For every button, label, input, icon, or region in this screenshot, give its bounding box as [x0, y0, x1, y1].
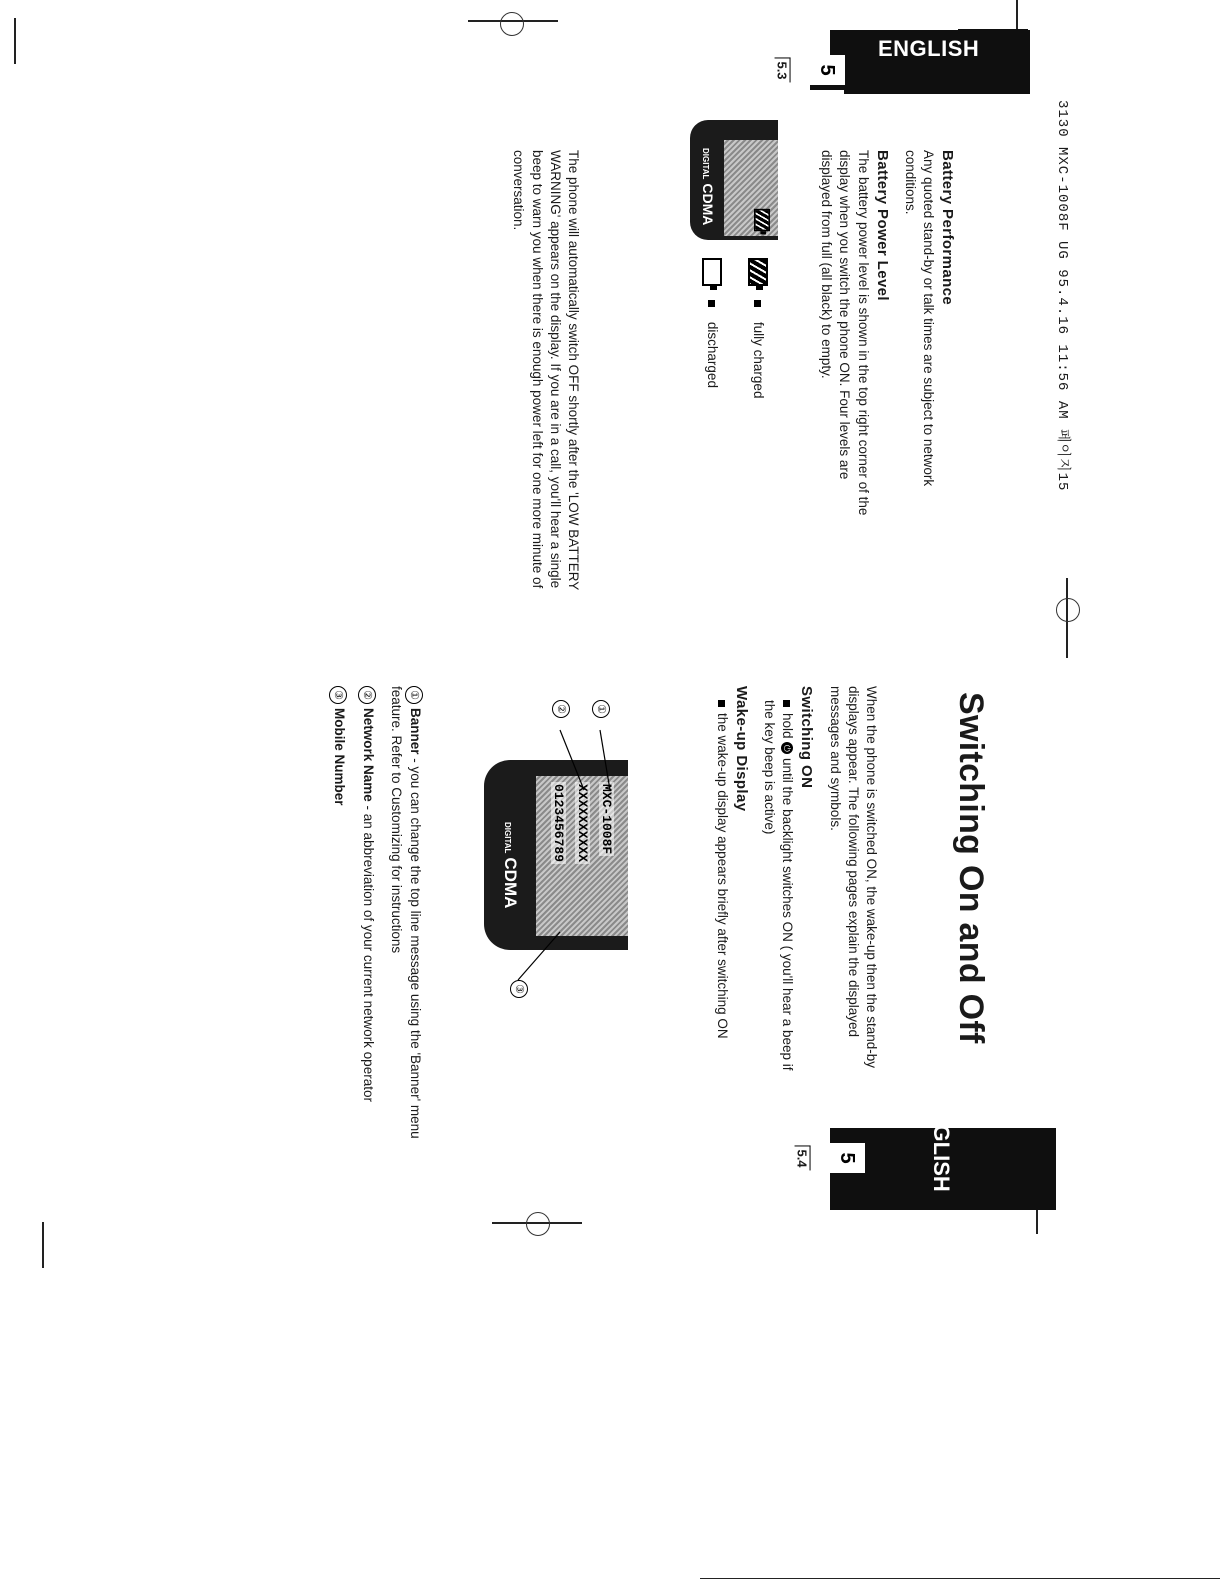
display-line-network: XXXXXXXXXX — [575, 784, 590, 863]
tab-language-label: ENGLISH — [878, 36, 980, 61]
crop-mark — [1036, 1206, 1038, 1234]
phone-display-small — [690, 120, 778, 240]
wakeup-text: the wake-up display appears briefly after switching ON — [713, 686, 731, 1086]
battery-state-empty — [676, 258, 722, 558]
section-number: 5.4 — [795, 1145, 811, 1170]
low-battery-text: The phone will automatically switch OFF shortly after the 'LOW BATTERY WARNING' appears on the display. If you are in a call, you'll hear a single beep to warn you when there is enough power left for one more minute of conversation. — [511, 150, 581, 590]
intro-text: When the phone is switched ON, the wake-up then the stand-by displays appear. The following pages explain the displayed messages and symbols. — [827, 686, 879, 1068]
battery-full-icon — [748, 258, 768, 286]
switching-on-heading: Switching ON — [798, 686, 816, 789]
battery-state-label: discharged — [704, 321, 720, 388]
wakeup-heading: Wake-up Display — [732, 686, 750, 812]
display-legend — [319, 686, 424, 1146]
battery-power-level-heading: Battery Power Level — [873, 150, 891, 301]
section-number: 5.3 — [775, 57, 791, 82]
tab-number: 5 — [809, 55, 845, 85]
crop-mark — [14, 18, 16, 64]
battery-states — [676, 258, 768, 558]
callout-2: ② — [552, 700, 570, 718]
bullet-icon — [709, 300, 716, 307]
phone-brand: DIGITALCDMA — [700, 148, 716, 226]
bullet-icon — [755, 300, 762, 307]
callout-1: ① — [592, 700, 610, 718]
switching-on-text: hold ⏻ until the backlight switches ON ( you'll hear a beep if the key beep is active) — [762, 700, 796, 1071]
legend-item-banner: ①Banner - you can change the top line message using the 'Banner' menu feature. Refer to Customizing for instructions — [389, 686, 423, 1139]
legend-item-mobile-number: ③Mobile Number — [329, 686, 348, 1146]
battery-power-level-text: The battery power level is shown in the top right corner of the display when you switch the phone ON. Four levels are displayed from full (all black) to empty. — [819, 150, 871, 516]
battery-performance-heading: Battery Performance — [939, 150, 956, 306]
page-title: Switching On and Off — [952, 692, 990, 1044]
battery-full-icon — [754, 209, 770, 231]
power-key-icon: ⏻ — [781, 742, 793, 754]
crop-mark — [700, 1578, 1220, 1579]
battery-performance-text: Any quoted stand-by or talk times are subject to network conditions. — [902, 150, 936, 487]
tab-language-label: ENGLISH — [929, 1094, 954, 1192]
display-line-number: 0123456789 — [551, 784, 566, 863]
tab-number: 5 — [829, 1143, 865, 1173]
battery-state-full — [722, 258, 768, 558]
legend-item-network: ②Network Name - an abbreviation of your current network operator — [358, 686, 377, 1146]
crop-mark — [42, 1222, 44, 1268]
battery-state-label: fully charged — [750, 321, 766, 399]
battery-empty-icon — [702, 258, 722, 286]
phone-brand: DIGITALCDMA — [501, 822, 520, 909]
page-5-3 — [410, 30, 1030, 590]
print-slug: 3130 MXC-1008F UG 95.4.16 11:56 AM 페이지15 — [1054, 100, 1070, 492]
callout-3: ③ — [510, 980, 528, 998]
display-line-banner: MXC-1008F — [599, 784, 614, 855]
